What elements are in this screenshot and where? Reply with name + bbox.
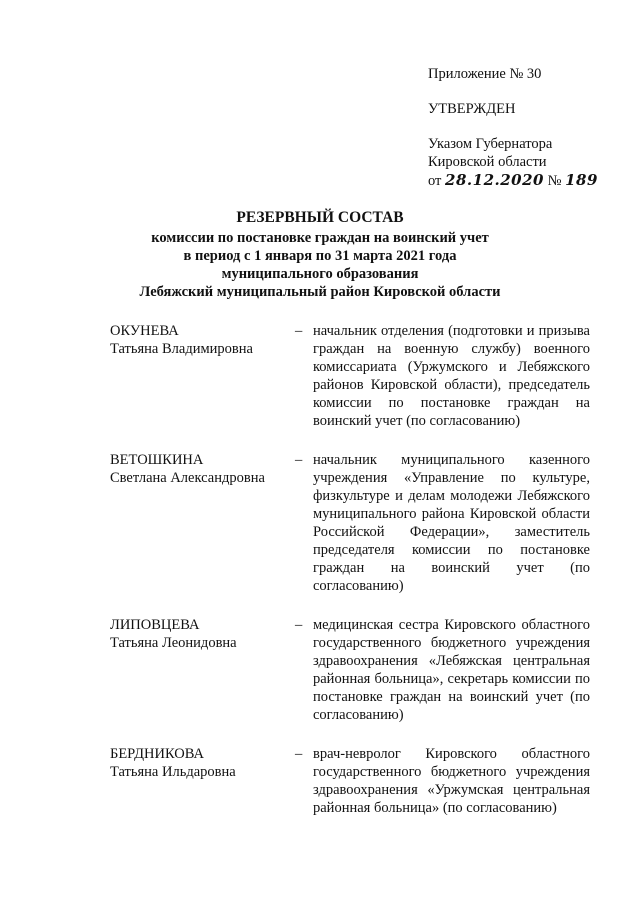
member-surname: БЕРДНИКОВА (110, 746, 205, 762)
members-list (110, 322, 590, 838)
approved-stamp-text: УТВЕРЖДЕН (428, 101, 516, 117)
member-name (110, 451, 295, 595)
title-line-1: комиссии по постановке граждан на воинский учет (151, 230, 489, 246)
member-surname: ОКУНЕВА (110, 323, 179, 339)
member-surname: ВЕТОШКИНА (110, 452, 204, 468)
member-name (110, 616, 295, 724)
member-dash: – (295, 452, 303, 468)
from-prefix: от (428, 173, 442, 189)
decree-date-line (428, 171, 628, 190)
member-entry (110, 322, 590, 430)
member-dash: – (295, 617, 303, 633)
member-description: врач-невролог Кировского областного государственного бюджетного учреждения здравоохранения «Уржумская центральная районная больница» (по согласованию) (313, 746, 590, 816)
handwritten-number: 189 (565, 171, 598, 189)
member-entry (110, 745, 590, 817)
title-heading: РЕЗЕРВНЫЙ СОСТАВ (236, 209, 404, 226)
decree-line-1: Указом Губернатора (428, 136, 553, 152)
decree-line-2: Кировской области (428, 154, 547, 170)
title-line-3: муниципального образования (221, 266, 419, 282)
title-line-2: в период с 1 января по 31 марта 2021 года (183, 248, 457, 264)
member-surname: ЛИПОВЦЕВА (110, 617, 200, 633)
member-description: медицинская сестра Кировского областного государственного бюджетного учреждения здравоохранения «Лебяжская центральная районная больница», секретарь комиссии по постановке граждан на воинский учет (по согласованию) (313, 617, 590, 723)
member-given-name: Татьяна Ильдаровна (110, 764, 236, 780)
member-description: начальник муниципального казенного учреждения «Управление по культуре, физкультуре и делам молодежи Лебяжского муниципального района Кировской области Российской Федерации», заместитель председателя комиссии по постановке граждан на воинский учет (по согласованию) (313, 452, 590, 594)
approval-block (428, 65, 628, 190)
member-given-name: Татьяна Леонидовна (110, 635, 237, 651)
member-given-name: Татьяна Владимировна (110, 341, 253, 357)
member-name (110, 322, 295, 430)
member-name (110, 745, 295, 817)
title-line-4: Лебяжский муниципальный район Кировской области (139, 284, 501, 300)
member-dash: – (295, 746, 303, 762)
appendix-number: Приложение № 30 (428, 66, 542, 82)
member-dash: – (295, 323, 303, 339)
member-given-name: Светлана Александровна (110, 470, 265, 486)
handwritten-date: 28.12.2020 (445, 171, 544, 189)
number-prefix: № (547, 173, 562, 189)
document-title (0, 209, 640, 301)
member-entry (110, 616, 590, 724)
member-entry (110, 451, 590, 595)
member-description: начальник отделения (подготовки и призыва граждан на военную службу) военного комиссариата (Уржумского и Лебяжского районов Кировской области), председатель комиссии по постановке граждан на воинский учет (по согласованию) (313, 323, 590, 429)
